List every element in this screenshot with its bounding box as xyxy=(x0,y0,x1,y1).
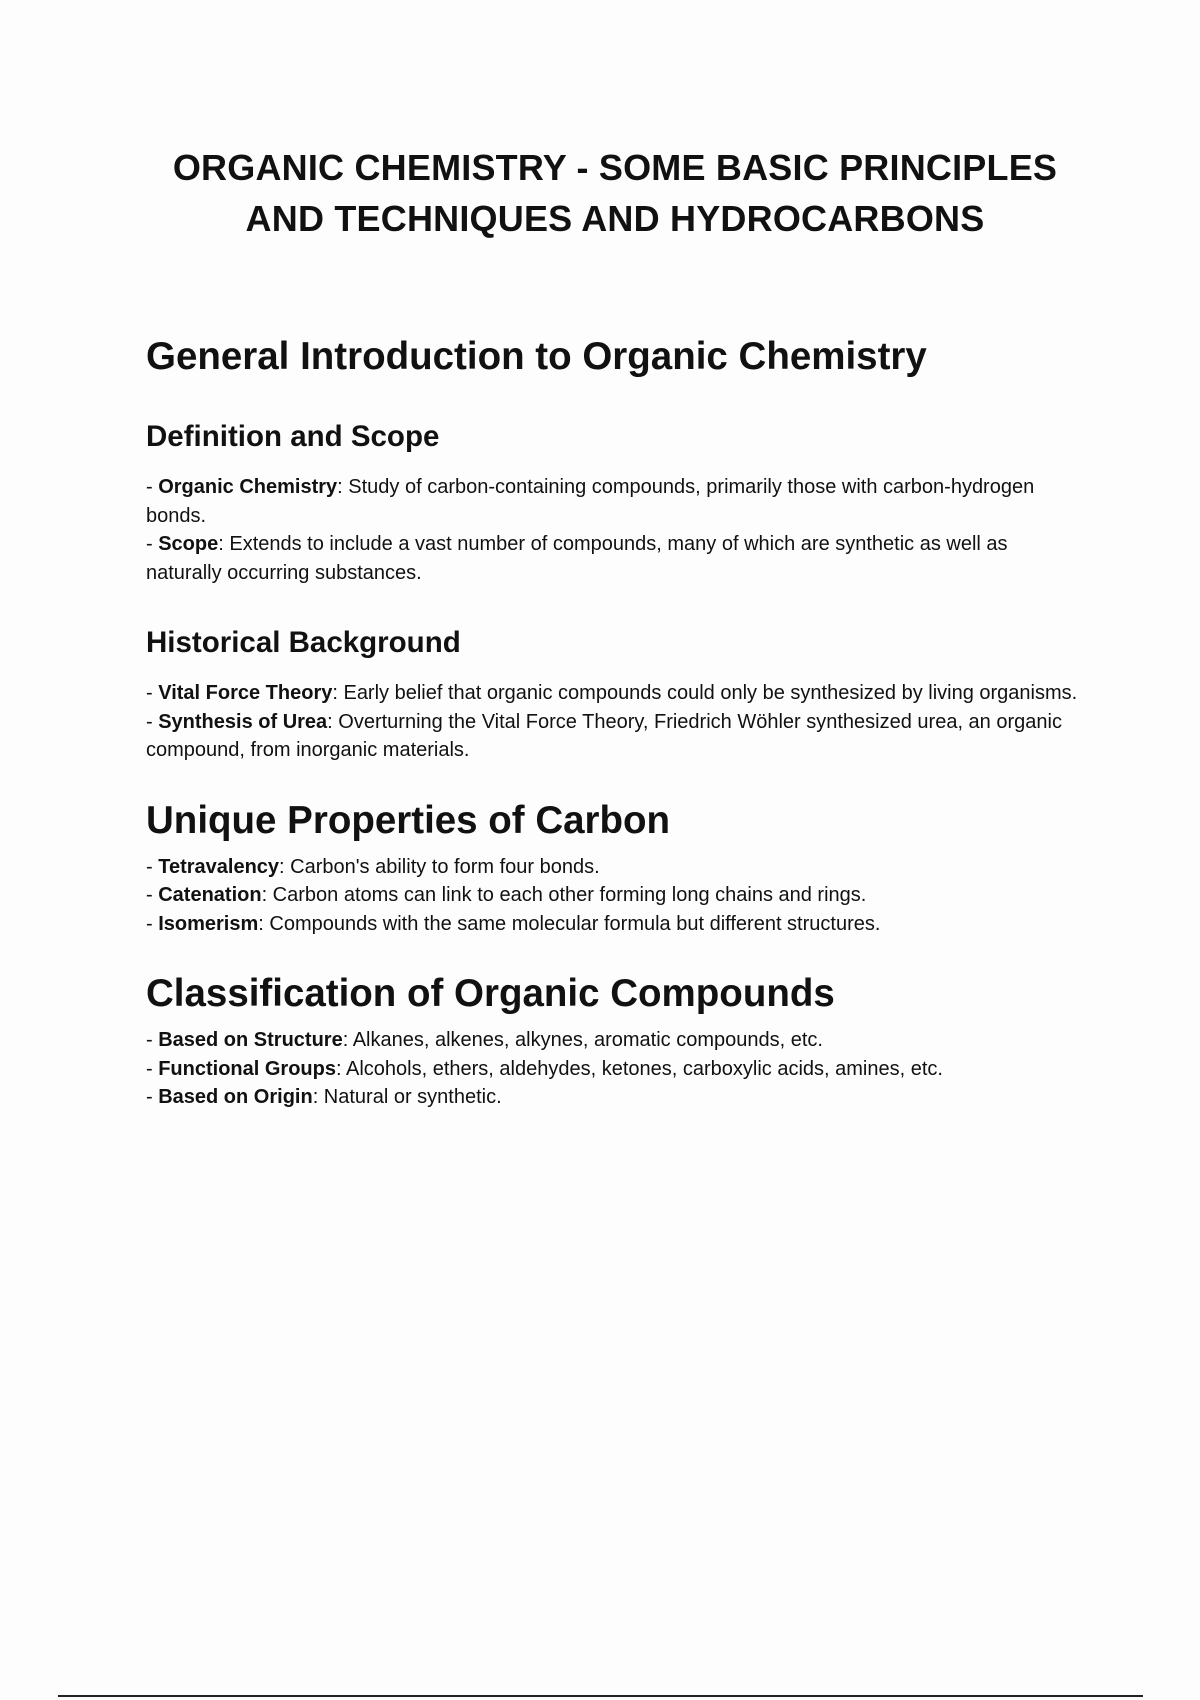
bullet-text: : Carbon's ability to form four bonds. xyxy=(279,855,600,878)
history-list xyxy=(146,679,1086,765)
document-title-line-1: ORGANIC CHEMISTRY - SOME BASIC PRINCIPLES xyxy=(172,147,1058,188)
definition-list xyxy=(146,473,1086,587)
bullet-term: Isomerism xyxy=(158,912,259,935)
bullet-prefix: - xyxy=(146,476,159,498)
bullet-text: : Carbon atoms can link to each other forming long chains and rings. xyxy=(261,884,867,906)
bullet-term: Functional Groups xyxy=(158,1057,336,1080)
bullet-term: Based on Structure xyxy=(158,1029,343,1051)
bullet-text: : Alkanes, alkenes, alkynes, aromatic compounds, etc. xyxy=(342,1029,823,1051)
bullet-prefix: - xyxy=(146,1057,159,1080)
bullet-term: Synthesis of Urea xyxy=(158,710,328,733)
subheading-definition-scope: Definition and Scope xyxy=(146,420,440,453)
bullet-term: Vital Force Theory xyxy=(158,682,333,704)
bullet-text: : Compounds with the same molecular formula but different structures. xyxy=(258,912,881,935)
bullet-term: Organic Chemistry xyxy=(158,476,338,498)
list-item xyxy=(146,708,1086,765)
list-item xyxy=(146,853,1086,882)
list-item xyxy=(146,881,1086,910)
carbon-properties-list xyxy=(146,853,1086,939)
bullet-prefix: - xyxy=(146,1086,159,1108)
list-item xyxy=(146,910,1086,939)
document-title xyxy=(120,142,1110,244)
bullet-term: Tetravalency xyxy=(158,855,280,878)
document-body xyxy=(146,335,1086,1112)
section-heading-classification: Classification of Organic Compounds xyxy=(146,972,835,1015)
bullet-text: : Early belief that organic compounds could only be synthesized by living organisms. xyxy=(332,682,1078,704)
bullet-term: Scope xyxy=(158,533,219,555)
bullet-text: : Overturning the Vital Force Theory, Friedrich Wöhler synthesized urea, an organic compound, from inorganic materials. xyxy=(146,710,1062,761)
section-heading-general-intro: General Introduction to Organic Chemistry xyxy=(146,335,927,378)
bullet-text: : Study of carbon-containing compounds, primarily those with carbon-hydrogen bonds. xyxy=(146,476,1035,527)
bullet-text: : Extends to include a vast number of compounds, many of which are synthetic as well as naturally occurring substances. xyxy=(146,533,1008,584)
classification-list xyxy=(146,1026,1086,1112)
section-heading-carbon-properties: Unique Properties of Carbon xyxy=(146,798,671,842)
bullet-text: : Alcohols, ethers, aldehydes, ketones, carboxylic acids, amines, etc. xyxy=(336,1057,943,1080)
bullet-term: Based on Origin xyxy=(158,1086,313,1108)
list-item xyxy=(146,530,1086,587)
document-title-line-2: AND TECHNIQUES AND HYDROCARBONS xyxy=(245,198,985,239)
bullet-term: Catenation xyxy=(158,884,262,906)
list-item xyxy=(146,1026,1086,1055)
subheading-historical-background: Historical Background xyxy=(146,626,461,659)
list-item xyxy=(146,679,1086,708)
list-item xyxy=(146,1083,1086,1112)
bullet-prefix: - xyxy=(146,1029,159,1051)
bullet-prefix: - xyxy=(146,912,159,935)
bullet-prefix: - xyxy=(146,533,159,555)
bullet-prefix: - xyxy=(146,884,159,906)
list-item xyxy=(146,1055,1086,1084)
list-item xyxy=(146,473,1086,530)
bullet-text: : Natural or synthetic. xyxy=(312,1086,502,1108)
page-bottom-rule xyxy=(58,1695,1143,1697)
bullet-prefix: - xyxy=(146,710,159,733)
bullet-prefix: - xyxy=(146,855,159,878)
bullet-prefix: - xyxy=(146,682,159,704)
